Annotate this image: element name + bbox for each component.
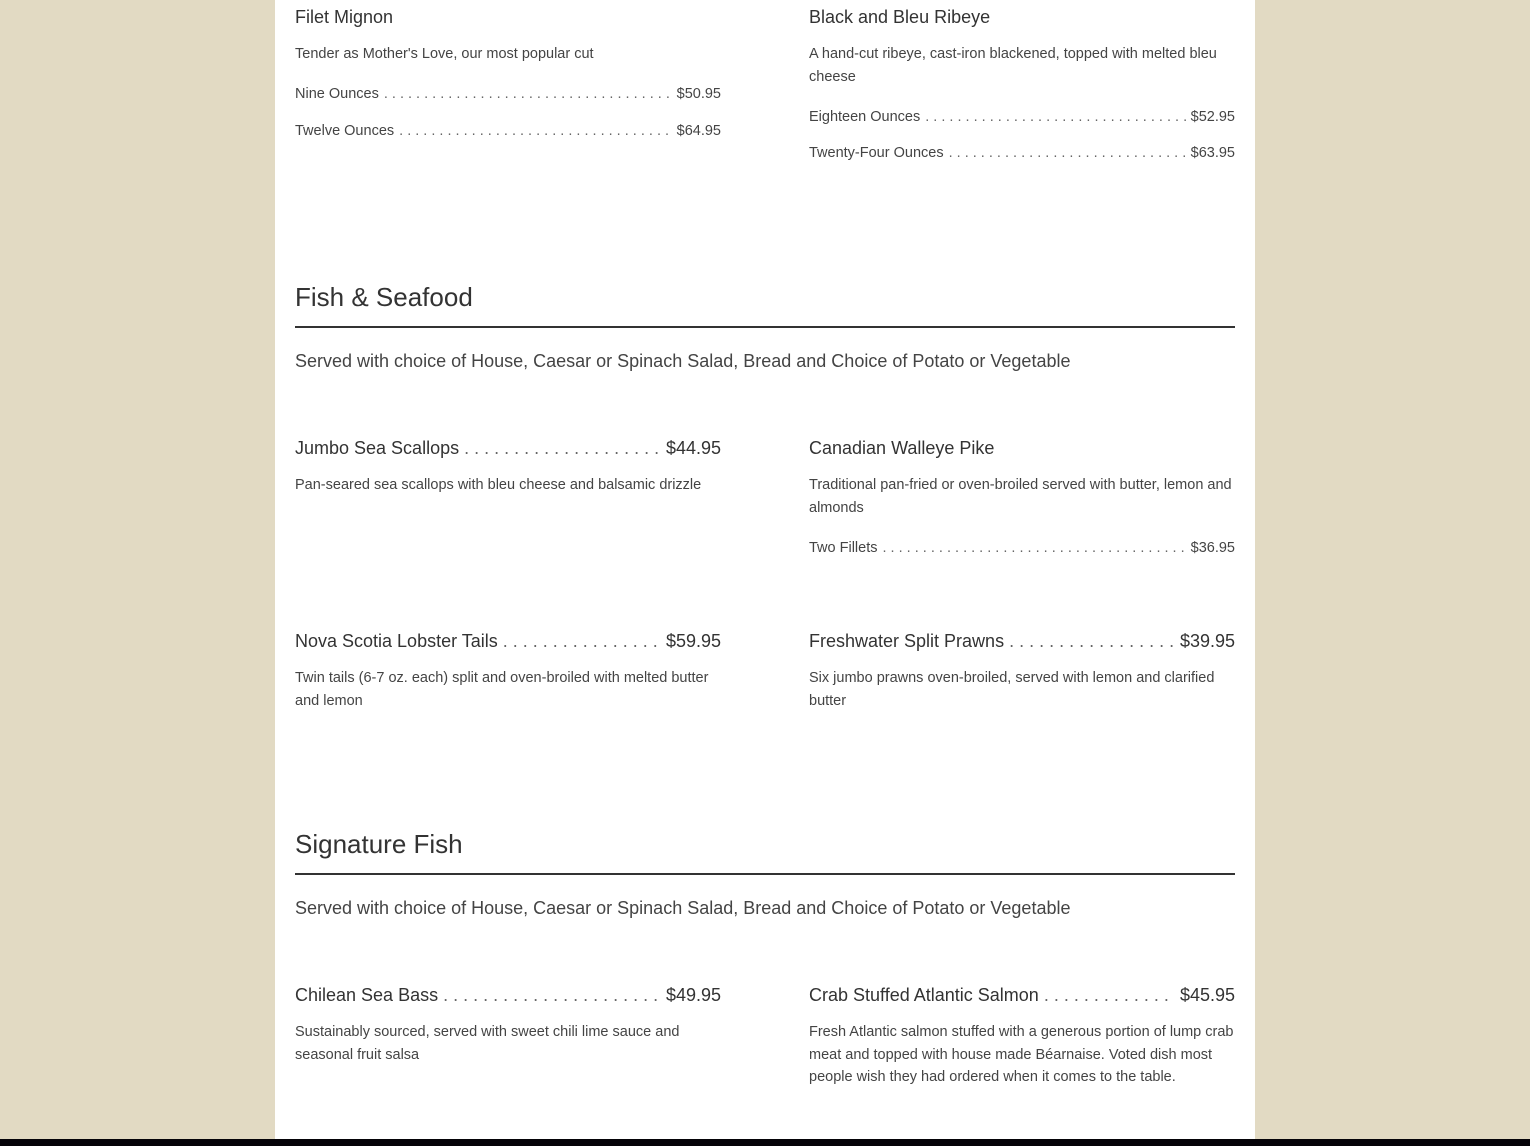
option-label: Two Fillets — [809, 540, 878, 556]
item-name: Freshwater Split Prawns — [809, 631, 1005, 651]
item-price: $59.95 — [665, 631, 721, 651]
item-name-row — [809, 985, 1235, 1006]
item-price: $45.95 — [1179, 985, 1235, 1005]
item-price: $44.95 — [665, 438, 721, 458]
option-price: $63.95 — [1190, 145, 1235, 161]
item-name-row — [809, 631, 1235, 652]
option-label: Twelve Ounces — [295, 123, 395, 139]
item-name: Crab Stuffed Atlantic Salmon — [809, 985, 1039, 1005]
option-price: $64.95 — [676, 123, 721, 139]
section-divider — [295, 326, 1235, 328]
item-desc: Fresh Atlantic salmon stuffed with a generous portion of lump crab meat and topped with house made Béarnaise. Voted dish most people wish they had ordered when it comes to the table. — [809, 1024, 1234, 1085]
item-name: Chilean Sea Bass — [295, 985, 439, 1005]
item-name: Black and Bleu Ribeye — [809, 7, 991, 27]
option-price: $52.95 — [1190, 109, 1235, 125]
option-price: $50.95 — [676, 86, 721, 102]
section-divider — [295, 873, 1235, 875]
item-price: $49.95 — [665, 985, 721, 1005]
price-option — [809, 109, 1235, 125]
item-name-row — [295, 985, 721, 1006]
option-label: Twenty-Four Ounces — [809, 145, 944, 161]
item-desc: Twin tails (6-7 oz. each) split and oven-broiled with melted butter and lemon — [295, 670, 709, 709]
item-desc: Tender as Mother's Love, our most popular cut — [295, 46, 594, 62]
section-title: Fish & Seafood — [295, 282, 473, 312]
item-desc: Sustainably sourced, served with sweet chili lime sauce and seasonal fruit salsa — [295, 1024, 680, 1063]
item-name: Canadian Walleye Pike — [809, 438, 995, 458]
option-label: Eighteen Ounces — [809, 109, 921, 125]
item-name-row — [295, 631, 721, 652]
option-price: $36.95 — [1190, 540, 1235, 556]
section-title: Signature Fish — [295, 829, 463, 859]
item-name: Nova Scotia Lobster Tails — [295, 631, 498, 651]
item-name: Jumbo Sea Scallops — [295, 438, 460, 458]
bottom-bar — [0, 1139, 1530, 1146]
item-desc: A hand-cut ribeye, cast-iron blackened, topped with melted bleu cheese — [809, 46, 1217, 85]
item-desc: Pan-seared sea scallops with bleu cheese and balsamic drizzle — [295, 477, 702, 493]
item-desc: Traditional pan-fried or oven-broiled served with butter, lemon and almonds — [809, 477, 1232, 516]
section-subtitle: Served with choice of House, Caesar or Spinach Salad, Bread and Choice of Potato or Vegetable — [295, 351, 1071, 371]
menu-page — [275, 0, 1255, 1139]
item-name-row — [295, 438, 721, 459]
option-label: Nine Ounces — [295, 86, 379, 102]
price-option — [295, 86, 721, 102]
price-option — [809, 540, 1235, 556]
item-price: $39.95 — [1179, 631, 1235, 651]
price-option — [295, 123, 721, 139]
price-option — [809, 145, 1235, 161]
item-name: Filet Mignon — [295, 7, 394, 27]
section-subtitle: Served with choice of House, Caesar or Spinach Salad, Bread and Choice of Potato or Vegetable — [295, 898, 1071, 918]
item-desc: Six jumbo prawns oven-broiled, served with lemon and clarified butter — [809, 670, 1215, 709]
